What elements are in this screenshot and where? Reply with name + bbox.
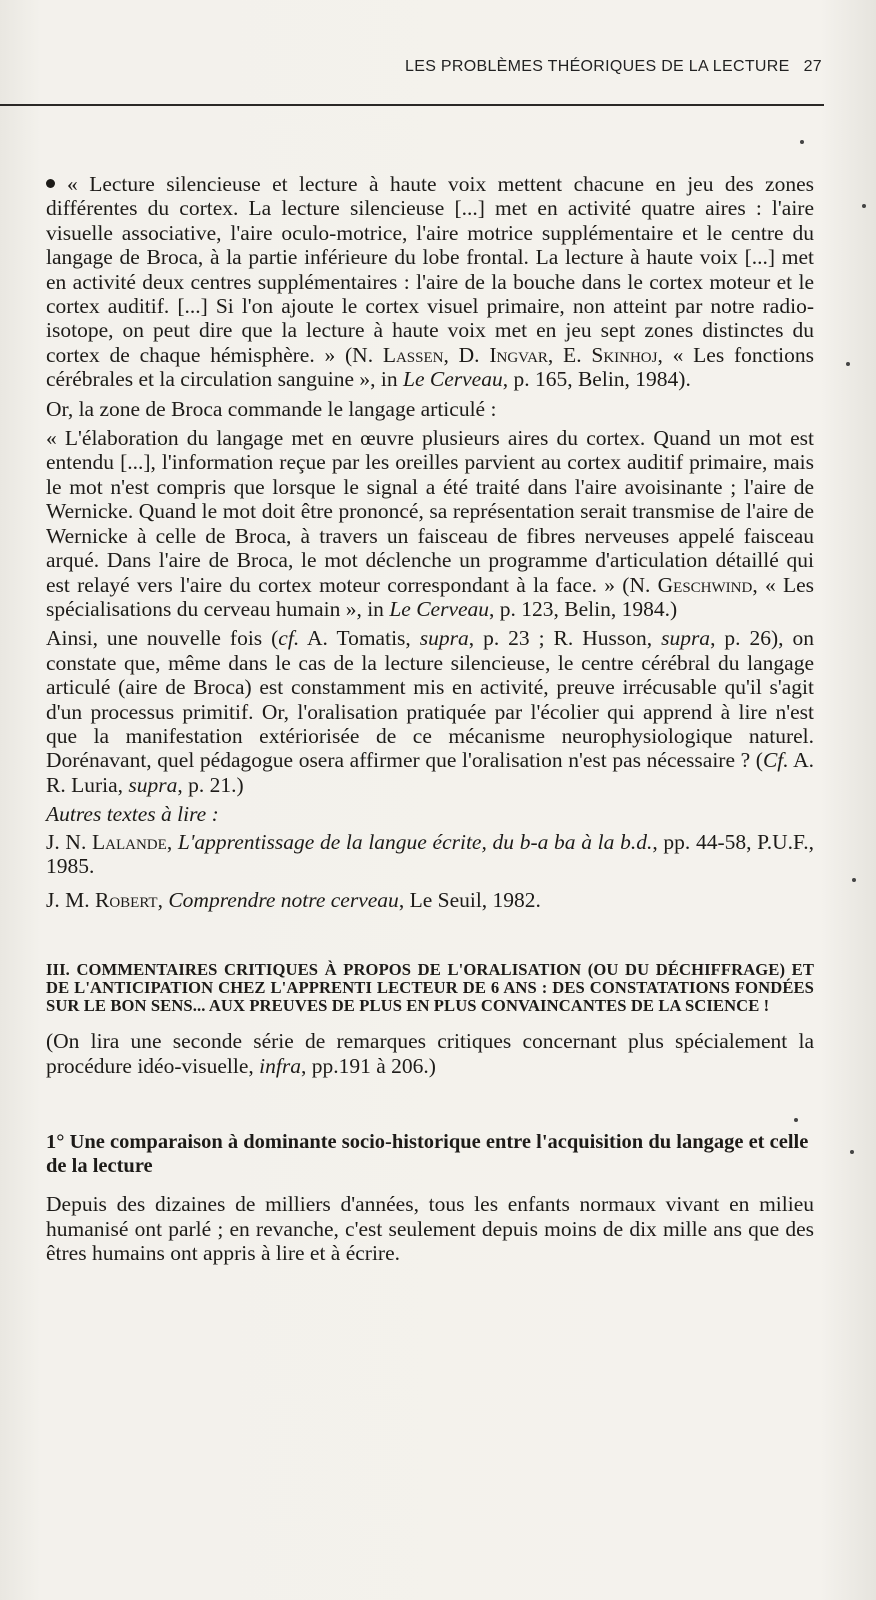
- scan-speck: [852, 878, 856, 882]
- paragraph-broca: Or, la zone de Broca commande le langage articulé :: [46, 396, 497, 421]
- subsection-heading: 1° Une comparaison à dominante socio-historique entre l'acquisition du langage et celle de la lecture: [46, 1131, 809, 1178]
- quote-lassen: « Lecture silencieuse et lecture à haute voix mettent chacune en jeu des zones différentes du cortex. La lecture silencieuse [...] met en activité quatre aires : l'aire visuelle associative, l'aire oculo-motrice, l'aire motrice supplémentaire et le centre du langage de Broca, à la partie inférieure du lobe frontal. La lecture à haute voix [...] met en activité deux centres supplémentaires : l'aire de la bouche dans le cortex moteur et le cortex auditif. [...] Si l'on ajoute le cortex visuel primaire, non atteint par notre radio-isotope, on peut dire que la lecture à haute voix met en jeu sept zones distinctes du cortex de chaque hémisphère. » (N. Lassen, D. Ingvar, E. Skinhoj, « Les fonctions cérébrales et la circulation sanguine », in Le Cerveau, p. 165, Belin, 1984).: [46, 172, 815, 392]
- section-heading: III. COMMENTAIRES CRITIQUES À PROPOS DE L'ORALISATION (OU DU DÉCHIFFRAGE) ET DE L'ANTICIPATION CHEZ L'APPRENTI LECTEUR DE 6 ANS : DES CONSTATATIONS FONDÉES SUR LE BON SENS... AUX PREUVES DE PLUS EN PLUS CONVAINCANTES DE LA SCIENCE !: [46, 959, 814, 1016]
- scan-speck: [846, 362, 850, 366]
- scan-speck: [794, 1118, 798, 1122]
- page-number: 27: [803, 58, 822, 75]
- header-rule: [0, 104, 824, 106]
- section-note: (On lira une seconde série de remarques critiques concernant plus spécialement la procédure idéo-visuelle, infra, pp.191 à 206.): [46, 1029, 814, 1078]
- scan-speck: [850, 1150, 854, 1154]
- other-texts-label: Autres textes à lire :: [46, 802, 219, 827]
- running-header: [405, 58, 822, 76]
- reference-list: [46, 830, 814, 913]
- scan-speck: [862, 204, 866, 208]
- scan-speck: [800, 140, 804, 144]
- paragraph-ainsi: Ainsi, une nouvelle fois (cf. A. Tomatis, supra, p. 23 ; R. Husson, supra, p. 26), on constate que, même dans le cas de la lecture silencieuse, le centre cérébral du langage articulé (aire de Broca) est constamment mis en activité, preuve irrécusable qu'il s'agit d'un processus primitif. Or, l'oralisation pratiquée par l'écolier qui apprend à lire n'est que la manifestation extériorisée de ce mécanisme neurophysiologique naturel. Dorénavant, quel pédagogue osera affirmer que l'oralisation n'est pas nécessaire ? (Cf. A. R. Luria, supra, p. 21.): [46, 626, 814, 797]
- paragraph-final: Depuis des dizaines de milliers d'années, tous les enfants normaux vivant en milieu humanisé ont parlé ; en revanche, c'est seulement depuis moins de dix mille ans que des êtres humains ont appris à lire et à écrire.: [46, 1192, 814, 1266]
- reference-item: J. N. Lalande, L'apprentissage de la langue écrite, du b-a ba à la b.d., pp. 44-58, P.U.F., 1985.: [46, 829, 814, 878]
- quote-geschwind: « L'élaboration du langage met en œuvre plusieurs aires du cortex. Quand un mot est entendu [...], l'information reçue par les oreilles parvient au cortex auditif primaire, mais le mot n'est compris que lorsque le signal a été traité dans l'aire avoisinante ; l'aire de Wernicke. Quand le mot doit être prononcé, sa représentation serait transmise de l'aire de Wernicke à celle de Broca, à travers un faisceau de fibres nerveuses appelé faisceau arqué. Dans l'aire de Broca, le mot déclenche un programme d'articulation détaillé qui est relayé vers l'aire du cortex moteur correspondant à la face. » (N. Geschwind, « Les spécialisations du cerveau humain », in Le Cerveau, p. 123, Belin, 1984.): [46, 426, 815, 621]
- reference-item: J. M. Robert, Comprendre notre cerveau, Le Seuil, 1982.: [46, 888, 541, 913]
- bullet-icon: [46, 179, 55, 188]
- page-body: [46, 172, 814, 1270]
- running-title: LES PROBLÈMES THÉORIQUES DE LA LECTURE: [405, 58, 790, 75]
